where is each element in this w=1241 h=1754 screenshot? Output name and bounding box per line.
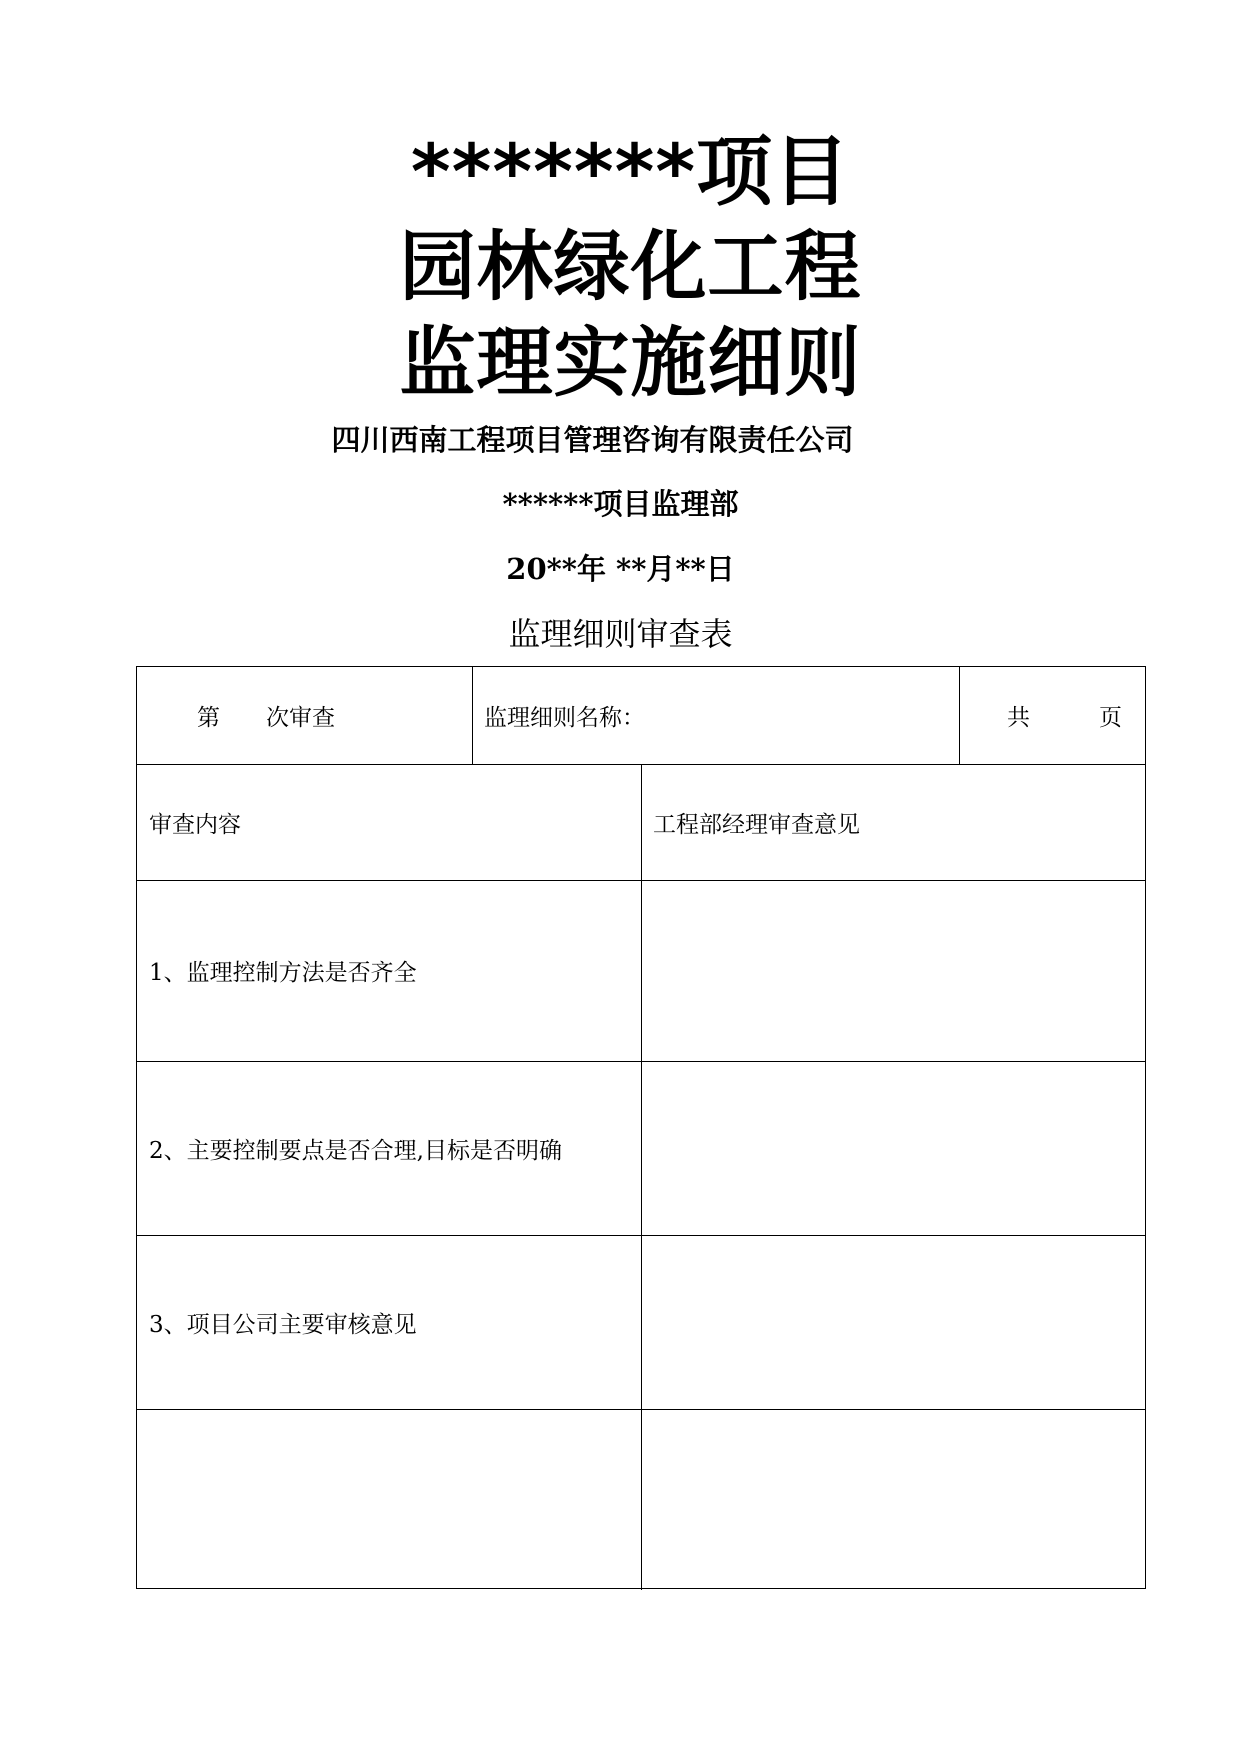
table-row-2-content <box>137 1061 641 1235</box>
rule-name-label: 监理细则名称： <box>484 705 645 731</box>
company-name: 四川西南工程项目管理咨询有限责任公司 <box>331 423 854 457</box>
table-row-4-opinion <box>641 1409 1147 1590</box>
document-date: 20**年 **月**日 <box>506 552 735 586</box>
department-name: ******项目监理部 <box>502 487 739 521</box>
review-round-label: 第 次审查 <box>197 705 335 731</box>
table-row-4-content <box>137 1409 641 1590</box>
review-item-text: 1、监理控制方法是否齐全 <box>149 960 417 986</box>
table-row-1-opinion <box>641 880 1147 1061</box>
review-round-cell <box>137 667 472 764</box>
document-title-line-1: *******项目 <box>410 127 851 216</box>
table-title: 监理细则审查表 <box>508 615 733 653</box>
review-item-text: 2、主要控制要点是否合理,目标是否明确 <box>149 1137 562 1164</box>
opinion-column-label: 工程部经理审查意见 <box>653 811 860 838</box>
content-column-label: 审查内容 <box>149 811 241 838</box>
table-row-3-content <box>137 1235 641 1409</box>
review-table <box>136 666 1146 1589</box>
document-title-line-2: 园林绿化工程 <box>399 222 862 311</box>
table-row-2-opinion <box>641 1061 1147 1235</box>
review-item-text: 3、项目公司主要审核意见 <box>149 1311 417 1338</box>
rule-name-cell <box>472 667 959 764</box>
total-pages-label: 共 页 <box>1007 705 1122 731</box>
total-pages-cell <box>959 667 1147 764</box>
content-column-header <box>137 764 641 880</box>
document-title-line-3: 监理实施细则 <box>399 318 862 407</box>
opinion-column-header <box>641 764 1147 880</box>
table-row-1-content <box>137 880 641 1061</box>
table-row-3-opinion <box>641 1235 1147 1409</box>
